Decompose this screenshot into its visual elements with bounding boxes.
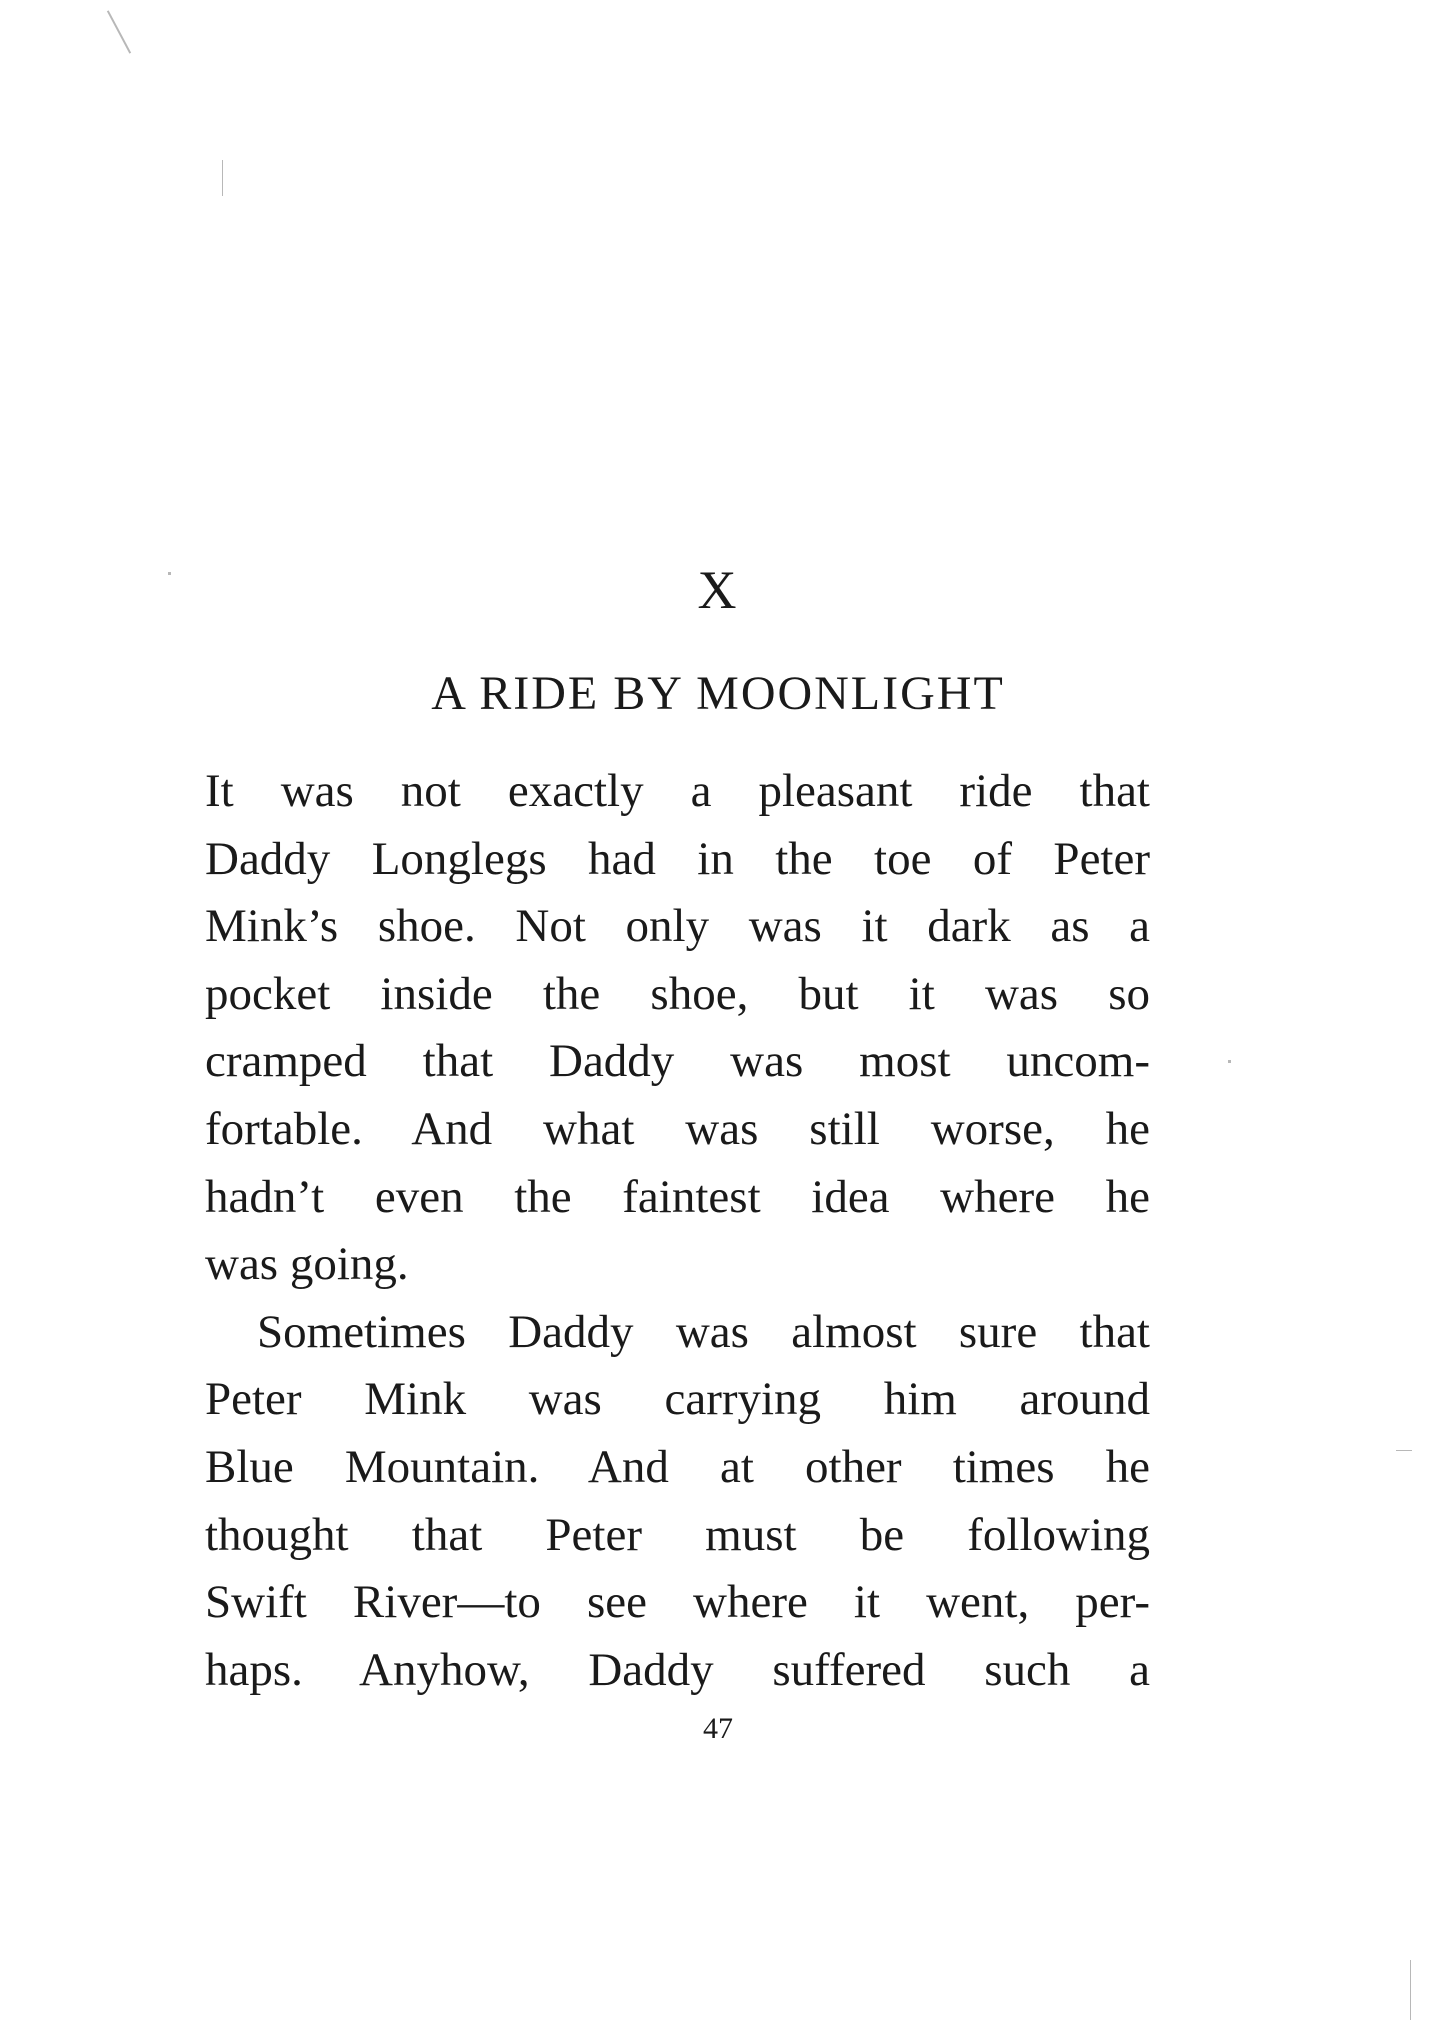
- text-line: thought that Peter must be following: [205, 1508, 1150, 1561]
- text-line: hadn’t even the faintest idea where he: [205, 1170, 1150, 1223]
- scan-mark: [222, 160, 223, 196]
- text-line: It was not exactly a pleasant ride that: [205, 765, 1150, 817]
- body-text: [205, 758, 1150, 1704]
- text-line: cramped that Daddy was most uncom-: [205, 1035, 1150, 1088]
- scan-mark: [1228, 1060, 1231, 1063]
- paragraph: [205, 758, 1150, 1299]
- chapter-number: X: [697, 560, 739, 620]
- text-line: haps. Anyhow, Daddy suffered such a: [205, 1643, 1150, 1696]
- text-line: Blue Mountain. And at other times he: [205, 1440, 1150, 1493]
- text-line: fortable. And what was still worse, he: [205, 1102, 1150, 1155]
- text-line: was going.: [205, 1238, 409, 1291]
- text-line: Swift River—to see where it went, per-: [205, 1576, 1150, 1629]
- scan-mark: [1410, 1960, 1411, 2020]
- page-number: 47: [703, 1712, 733, 1745]
- text-line: Peter Mink was carrying him around: [205, 1373, 1150, 1426]
- text-line: Mink’s shoe. Not only was it dark as a: [205, 900, 1150, 953]
- scan-mark: [107, 10, 131, 53]
- scan-mark: [1396, 1450, 1412, 1451]
- text-line: pocket inside the shoe, but it was so: [205, 967, 1150, 1020]
- chapter-title: A RIDE BY MOONLIGHT: [431, 667, 1005, 720]
- paragraph: [205, 1299, 1150, 1705]
- text-line: Daddy Longlegs had in the toe of Peter: [205, 832, 1150, 885]
- text-line: Sometimes Daddy was almost sure that: [257, 1305, 1150, 1358]
